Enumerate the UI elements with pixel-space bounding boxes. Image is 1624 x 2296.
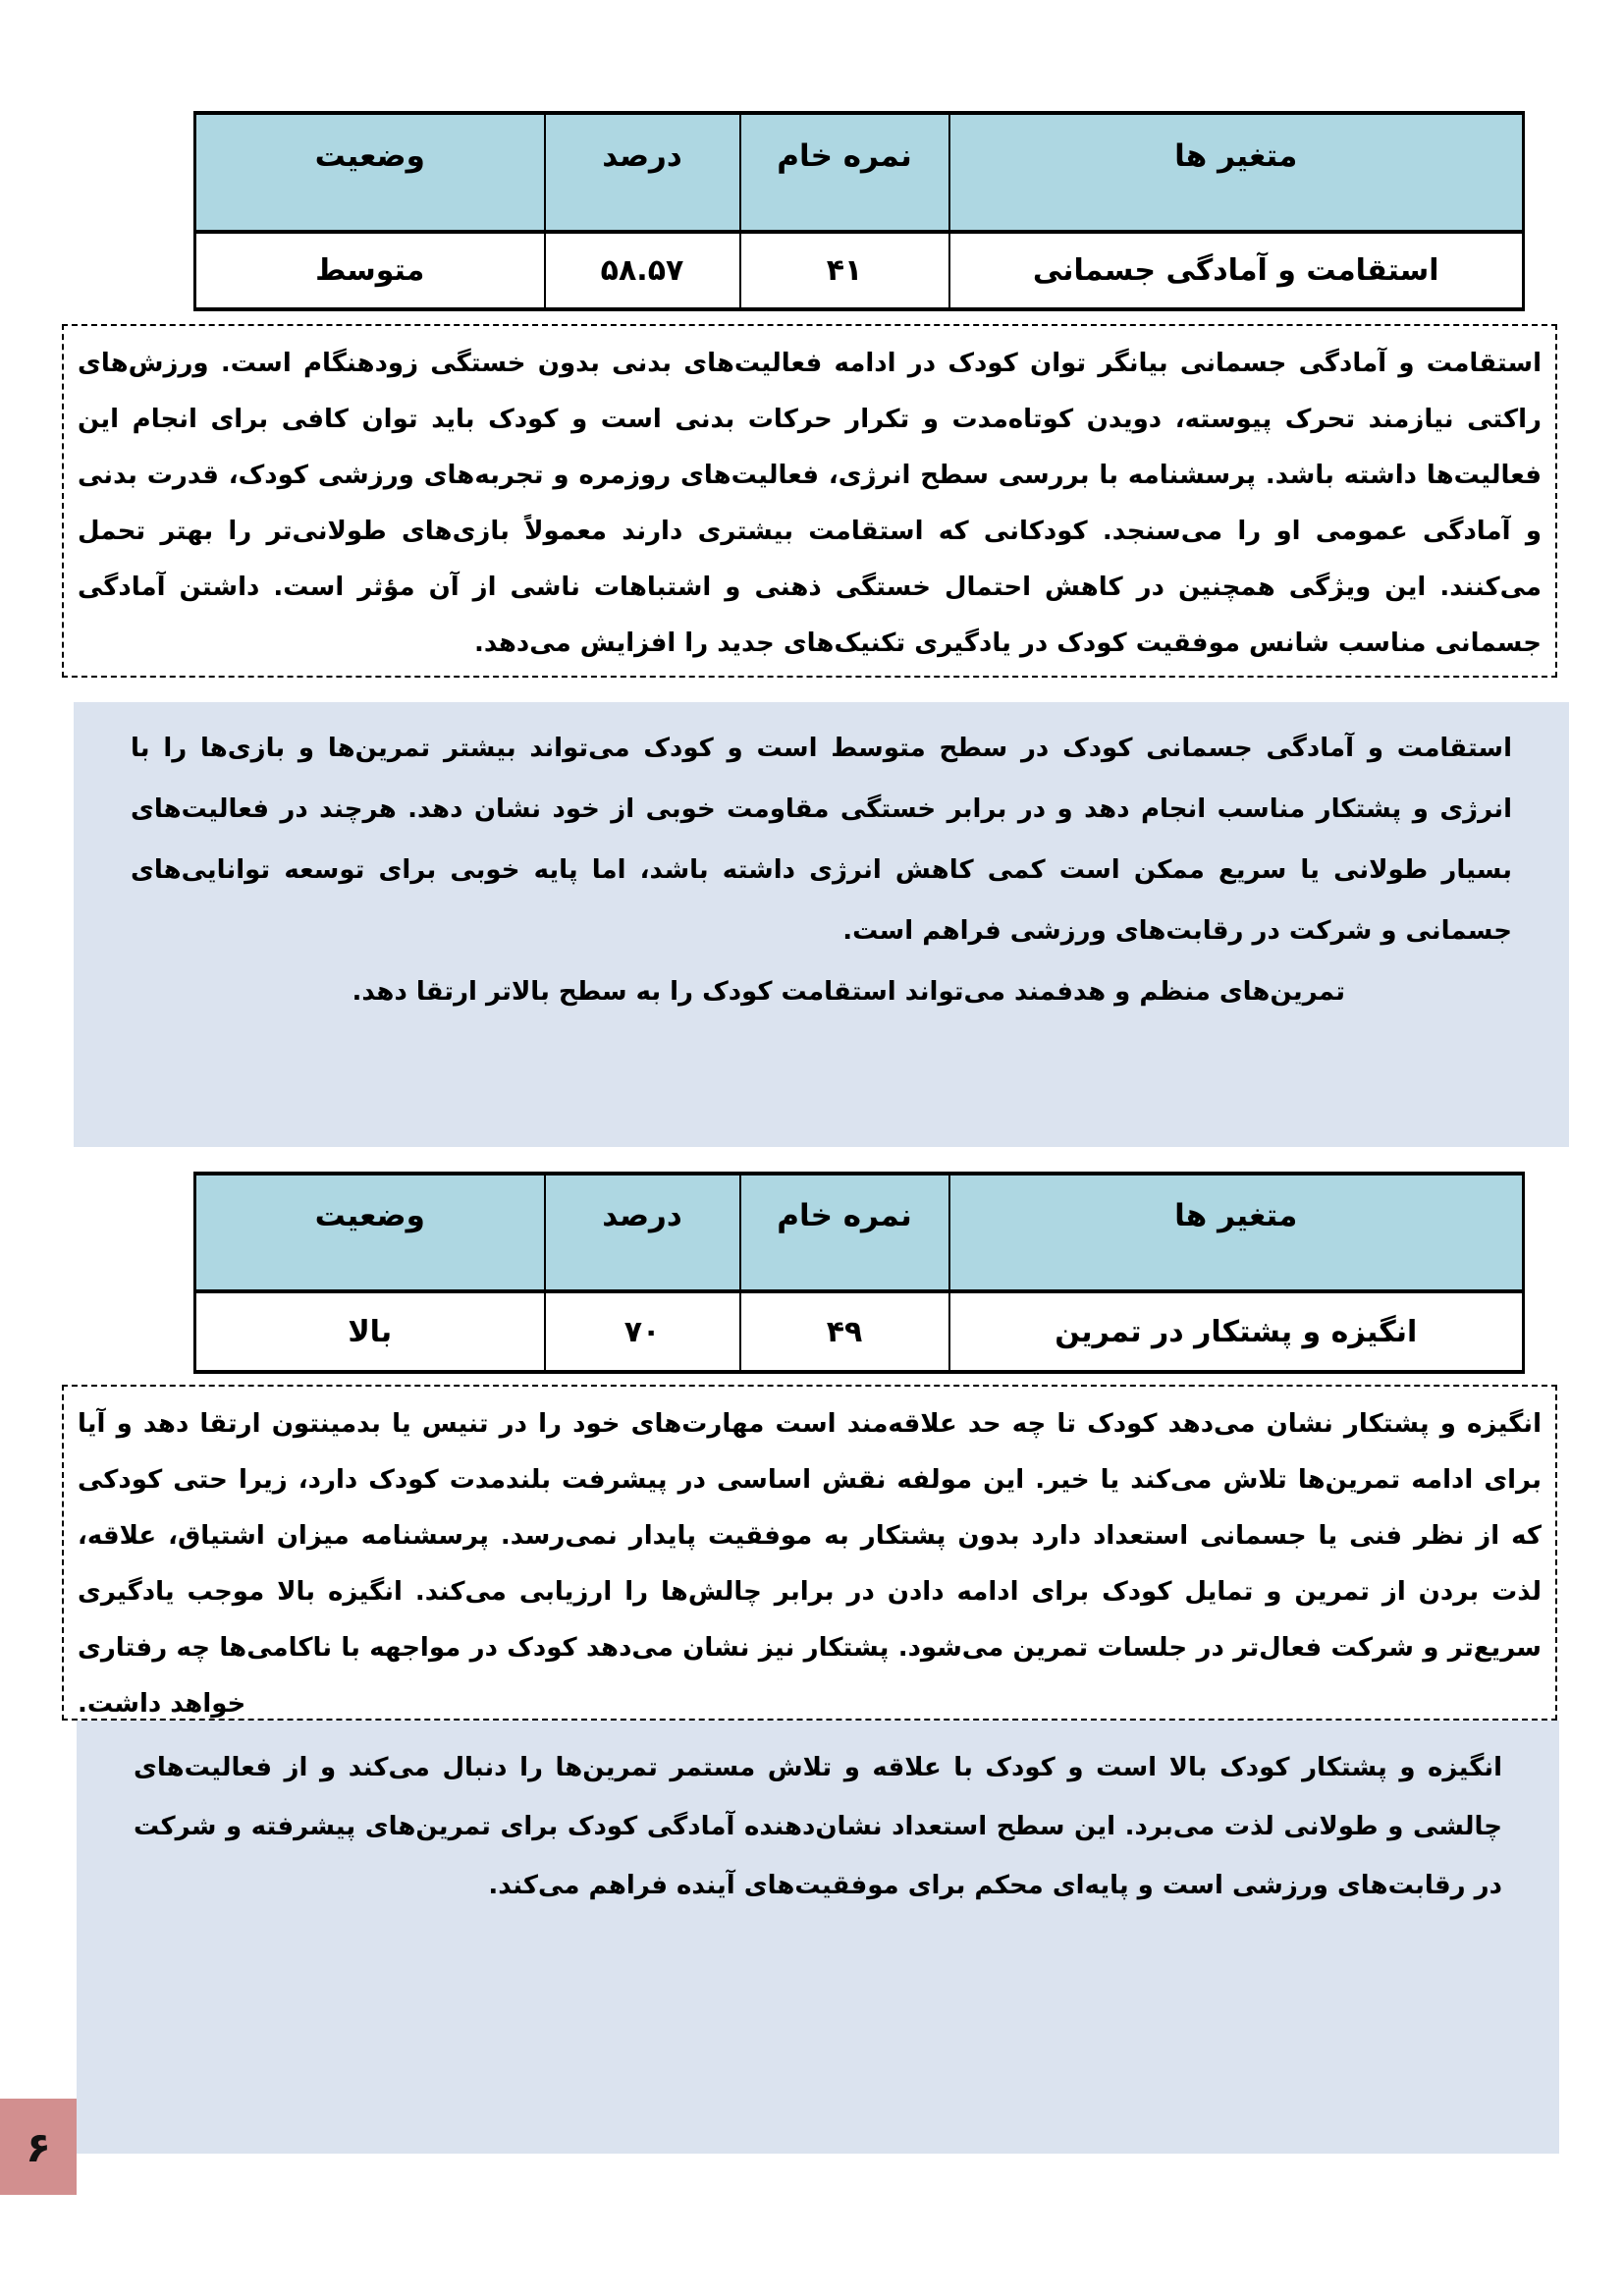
scores-table-motivation bbox=[193, 1172, 1525, 1374]
column-header-status: وضعیت bbox=[195, 1174, 545, 1291]
cell-raw-score: ۴۱ bbox=[740, 232, 949, 309]
table-header-row bbox=[195, 1174, 1524, 1291]
scores-table-fitness bbox=[193, 111, 1525, 311]
column-header-raw-score: نمره خام bbox=[740, 113, 949, 232]
column-header-status: وضعیت bbox=[195, 113, 545, 232]
column-header-variables: متغیر ها bbox=[949, 1174, 1524, 1291]
page-number-badge bbox=[0, 2099, 77, 2195]
column-header-variables: متغیر ها bbox=[949, 113, 1524, 232]
motivation-description-text: انگیزه و پشتکار نشان می‌دهد کودک تا چه حد علاقه‌مند است مهارت‌های خود را در تنیس یا بدمینتون ارتقا دهد و آیا برای ادامه تمرین‌ها تلاش می‌کند یا خیر. این مولفه نقش اساسی در پیشرفت بلندمدت کودک دارد، زیرا حتی کودکی که از نظر فنی یا جسمانی استعداد دارد بدون پشتکار به موفقیت پایدار نمی‌رسد. پرسشنامه میزان اشتیاق، علاقه، لذت بردن از تمرین و تمایل کودک برای ادامه دادن در برابر چالش‌ها را ارزیابی می‌کند. انگیزه بالا موجب یادگیری سریع‌تر و شرکت فعال‌تر در جلسات تمرین می‌شود. پشتکار نیز نشان می‌دهد کودک در مواجهه با ناکامی‌ها چه رفتاری خواهد داشت. bbox=[78, 1409, 1542, 1719]
fitness-interpretation-text: استقامت و آمادگی جسمانی کودک در سطح متوسط است و کودک می‌تواند بیشتر تمرین‌ها و بازی‌ها را با انرژی و پشتکار مناسب انجام دهد و در برابر خستگی مقاومت خوبی از خود نشان دهد. هرچند در فعالیت‌های بسیار طولانی یا سریع ممکن است کمی کاهش انرژی داشته باشد، اما پایه خوبی برای توسعه توانایی‌های جسمانی و شرکت در رقابت‌های ورزشی فراهم است. bbox=[131, 734, 1512, 946]
fitness-description-text: استقامت و آمادگی جسمانی بیانگر توان کودک در ادامه فعالیت‌های بدنی بدون خستگی زودهنگام است. ورزش‌های راکتی نیازمند تحرک پیوسته، دویدن کوتاه‌مدت و تکرار حرکات بدنی است و کودک باید توان کافی برای انجام این فعالیت‌ها داشته باشد. پرسشنامه با بررسی سطح انرژی، فعالیت‌های روزمره و تجربه‌های ورزشی کودک، قدرت بدنی و آمادگی عمومی او را می‌سنجد. کودکانی که استقامت بیشتری دارند معمولاً بازی‌های طولانی‌تر را بهتر تحمل می‌کنند. این ویژگی همچنین در کاهش احتمال خستگی ذهنی و اشتباهات ناشی از آن مؤثر است. داشتن آمادگی جسمانی مناسب شانس موفقیت کودک در یادگیری تکنیک‌های جدید را افزایش می‌دهد. bbox=[78, 349, 1542, 658]
column-header-raw-score: نمره خام bbox=[740, 1174, 949, 1291]
fitness-interpretation-box bbox=[74, 702, 1569, 1147]
cell-raw-score: ۴۹ bbox=[740, 1291, 949, 1372]
motivation-description-box bbox=[62, 1385, 1557, 1721]
column-header-percent: درصد bbox=[545, 1174, 740, 1291]
page-number: ۶ bbox=[26, 2122, 51, 2171]
cell-variable-name: استقامت و آمادگی جسمانی bbox=[949, 232, 1524, 309]
fitness-description-box bbox=[62, 324, 1557, 678]
cell-variable-name: انگیزه و پشتکار در تمرین bbox=[949, 1291, 1524, 1372]
motivation-interpretation-box bbox=[77, 1721, 1559, 2154]
table-row bbox=[195, 232, 1524, 309]
cell-percent: ۵۸.۵۷ bbox=[545, 232, 740, 309]
column-header-percent: درصد bbox=[545, 113, 740, 232]
cell-status: متوسط bbox=[195, 232, 545, 309]
cell-percent: ۷۰ bbox=[545, 1291, 740, 1372]
table-header-row bbox=[195, 113, 1524, 232]
motivation-interpretation-text: انگیزه و پشتکار کودک بالا است و کودک با علاقه و تلاش مستمر تمرین‌ها را دنبال می‌کند و از فعالیت‌های چالشی و طولانی لذت می‌برد. این سطح استعداد نشان‌دهنده آمادگی کودک برای تمرین‌های پیشرفته و شرکت در رقابت‌های ورزشی است و پایه‌ای محکم برای موفقیت‌های آینده فراهم می‌کند. bbox=[134, 1753, 1502, 1900]
cell-status: بالا bbox=[195, 1291, 545, 1372]
table-row bbox=[195, 1291, 1524, 1372]
fitness-interpretation-closing: تمرین‌های منظم و هدفمند می‌تواند استقامت کودک را به سطح بالاتر ارتقا دهد. bbox=[352, 977, 1345, 1007]
